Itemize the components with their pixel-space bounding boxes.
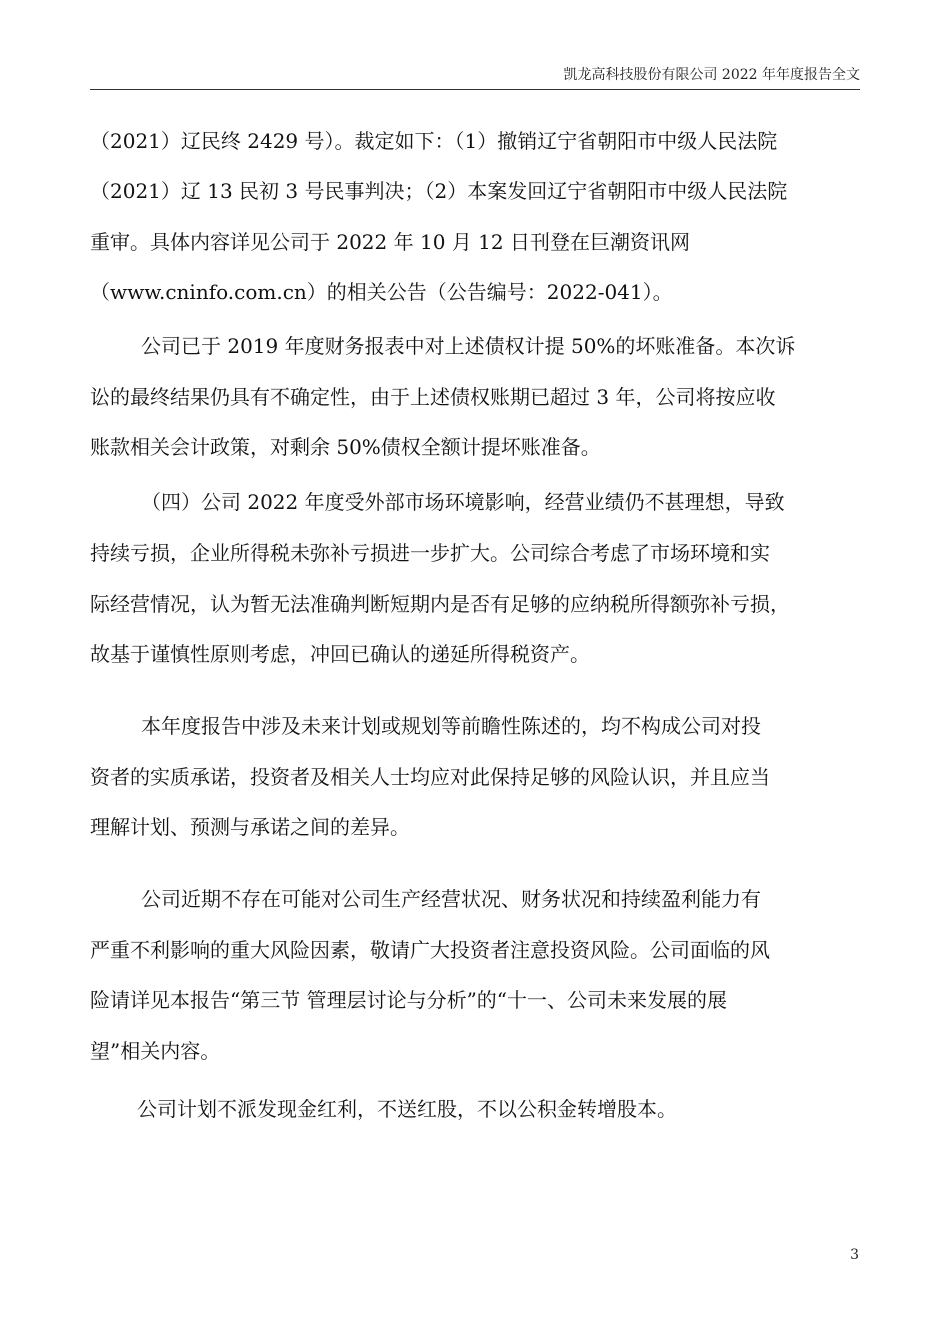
paragraph-5-line-1: 公司近期不存在可能对公司生产经营状况、财务状况和持续盈利能力有 xyxy=(141,887,761,911)
paragraph-3-line-4: 故基于谨慎性原则考虑，冲回已确认的递延所得税资产。 xyxy=(90,642,590,666)
paragraph-4-line-1: 本年度报告中涉及未来计划或规划等前瞻性陈述的，均不构成公司对投 xyxy=(141,714,761,738)
paragraph-2-line-1: 公司已于 2019 年度财务报表中对上述债权计提 50%的坏账准备。本次诉 xyxy=(141,334,796,358)
paragraph-1-line-3: 重审。具体内容详见公司于 2022 年 10 月 12 日刊登在巨潮资讯网 xyxy=(90,230,690,254)
paragraph-5-line-3: 险请详见本报告“第三节 管理层讨论与分析”的“十一、公司未来发展的展 xyxy=(90,988,728,1012)
paragraph-1-line-1: （2021）辽民终 2429 号）。裁定如下：（1）撤销辽宁省朝阳市中级人民法院 xyxy=(90,129,778,153)
page-number: 3 xyxy=(850,1247,859,1263)
paragraph-4-line-2: 资者的实质承诺，投资者及相关人士均应对此保持足够的风险认识，并且应当 xyxy=(90,765,770,789)
paragraph-1-line-2: （2021）辽 13 民初 3 号民事判决；（2）本案发回辽宁省朝阳市中级人民法院 xyxy=(90,179,788,203)
paragraph-2-line-3: 账款相关会计政策，对剩余 50%债权全额计提坏账准备。 xyxy=(90,435,601,459)
paragraph-3-line-1: （四）公司 2022 年度受外部市场环境影响，经营业绩仍不甚理想，导致 xyxy=(141,490,785,514)
paragraph-5-line-4: 望”相关内容。 xyxy=(90,1039,221,1063)
paragraph-6-line-1: 公司计划不派发现金红利，不送红股，不以公积金转增股本。 xyxy=(137,1097,677,1121)
paragraph-5-line-2: 严重不利影响的重大风险因素，敬请广大投资者注意投资风险。公司面临的风 xyxy=(90,938,770,962)
header-divider xyxy=(90,89,860,90)
paragraph-3-line-3: 际经营情况，认为暂无法准确判断短期内是否有足够的应纳税所得额弥补亏损， xyxy=(90,592,790,616)
header-title: 凯龙高科技股份有限公司 2022 年年度报告全文 xyxy=(563,67,860,83)
paragraph-4-line-3: 理解计划、预测与承诺之间的差异。 xyxy=(90,815,410,839)
paragraph-3-line-2: 持续亏损，企业所得税未弥补亏损进一步扩大。公司综合考虑了市场环境和实 xyxy=(90,541,770,565)
paragraph-2-line-2: 讼的最终结果仍具有不确定性，由于上述债权账期已超过 3 年，公司将按应收 xyxy=(90,385,776,409)
paragraph-1-line-4: （www.cninfo.com.cn）的相关公告（公告编号：2022-041）。 xyxy=(90,280,673,304)
